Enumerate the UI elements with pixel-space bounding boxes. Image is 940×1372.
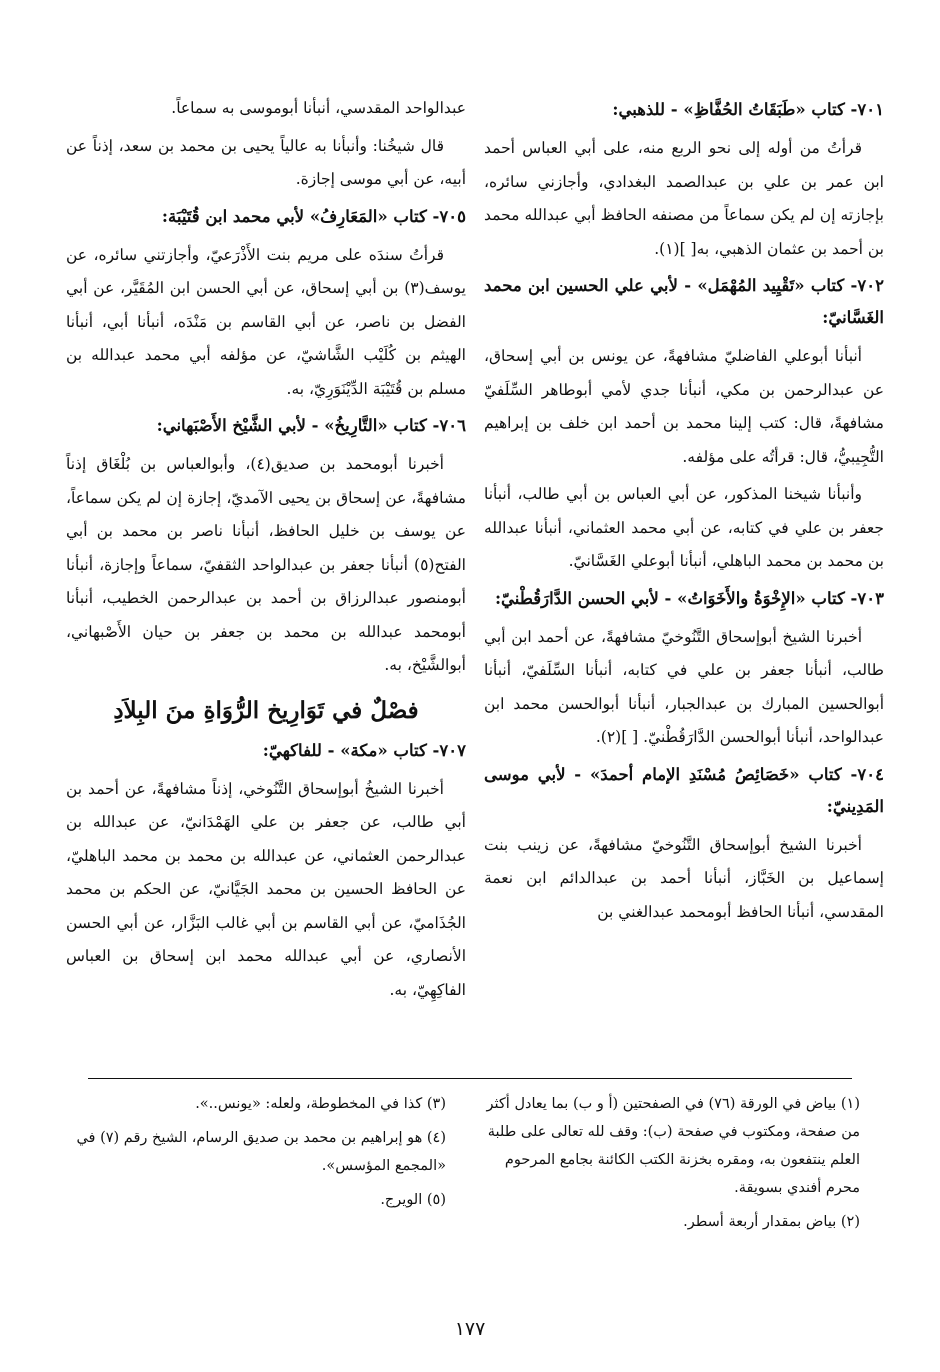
- footnote-4: (٤) هو إبراهيم بن محمد بن صديق الرسام، الشيخ رقم (٧) في «المجمع المؤسس».: [76, 1130, 446, 1174]
- entry-703-title: ٧٠٣- كتاب «الإِخْوَةُ والأَخَوَاتُ» - لأبي الحسن الدَّارَقُطْنيّ:: [494, 588, 884, 608]
- entry-701-title: ٧٠١- كتاب «طَبَقَاتُ الحُفَّاظِ» - للذهبي:: [612, 100, 884, 119]
- entry-702-text-2: وأنبأنا شيخنا المذكور، عن أبي العباس بن أبي طالب، أنبأنا جعفر بن علي في كتابه، عن أبي محمد العثماني، أنبأنا عبدالله بن محمد بن محمد الباهلي، أنبأنا أبوعلي الغَسَّانيّ.: [484, 485, 884, 570]
- footnote-3: (٣) كذا في المخطوطة، ولعله: «يونس..».: [195, 1096, 446, 1112]
- continuation-text: عبدالواحد المقدسي، أنبأنا أبوموسى به سماعاً.: [171, 99, 466, 117]
- entry-706-text: أخبرنا أبومحمد بن صديق(٤)، وأبوالعباس بن بُلْغَاق إذناً مشافهةً، عن إسحاق بن يحيى الآمديّ، إجازة إن لم يكن سماعاً، عن يوسف بن خليل الحافظ، أنبأنا ناصر بن محمد بن أبي الفتح(٥) أنبأنا جعفر بن عبدالواحد الثقفيّ، سماعاً وإجازة، أنبأنا أبومنصور عبدالرزاق بن أحمد بن عبدالرحمن الخطيب، أنبأنا أبومحمد عبدالله بن محمد بن جعفر بن حيان الأَصْبهاني، أبوالشَّيْخ، به.: [66, 455, 466, 674]
- right-column: [484, 92, 884, 933]
- entry-706-title: ٧٠٦- كتاب «التَّارِيخُ» - لأبي الشَّيْخ الأَصْبَهاني:: [156, 416, 466, 435]
- entry-705-text: قرأتُ سندَه على مريم بنت الأَذْرَعيّ، وأجازتني سائره، عن يوسف(٣) بن أبي إسحاق، عن أبي الحسن ابن المُقَيَّر، عن أبي الفضل بن ناصر، عن أبي القاسم بن مَنْدَه، أنبأنا أبي، أنبأنا الهيثم بن كُلَيْب الشَّاشيّ، عن مؤلفه أبي محمد عبدالله بن مسلم بن قُتَيْبَة الدِّيْنَوَرِيّ، به.: [66, 245, 466, 398]
- footnotes-left: [66, 1090, 446, 1220]
- footnote-1: (١) بياض في الورقة (٧٦) في الصفحتين (أ و ب) بما يعادل أكثر من صفحة، ومكتوب في صفحة (ب): وقف لله تعالى على طلبة العلم ينتفعون به، ومقره بخزنة الكتب الكائنة بجامع المرحوم محرم أفندي بسويقة.: [486, 1096, 860, 1196]
- entry-701-text: قرأتُ من أوله إلى نحو الربع منه، على أبي العباس أحمد ابن عمر بن علي بن عبدالصمد البغدادي، وأجازني سائره، بإجازته إن لم يكن سماعاً من مصنفه الحافظ أبي عبدالله محمد بن أحمد بن عثمان الذهبي، به[ ](١).: [484, 139, 884, 258]
- entry-702-text-1: أنبأنا أبوعلي الفاضليّ مشافهةً، عن يونس بن أبي إسحاق، عن عبدالرحمن بن مكي، أنبأنا جدي لأمي أبوطاهر السِّلَفيّ مشافهةً، قال: كتب إلينا محمد بن أحمد ابن خلف بن إبراهيم التُّجِيبيُّ، قال: قرأتُه على مؤلفه.: [484, 347, 884, 466]
- entry-703-text: أخبرنا الشيخ أبوإسحاق التَّنُوخيّ مشافهةً، عن أحمد ابن أبي طالب، أنبأنا جعفر بن علي في كتابه، أنبأنا السِّلَفيّ، أنبأنا أبوالحسين المبارك بن عبدالجبار، أنبأنا أبوالحسن محمد ابن عبدالواحد، أنبأنا أبوالحسن الدَّارَقُطْنيّ. [ ](٢).: [484, 627, 884, 746]
- footnotes-right: [480, 1090, 860, 1242]
- footnote-5: (٥) الويرج.: [380, 1192, 446, 1208]
- entry-704-title: ٧٠٤- كتاب «خَصَائِصُ مُسْنَدِ الإمام أحمدَ» - لأبي موسى المَدِينيّ:: [484, 764, 884, 816]
- left-column: [66, 92, 466, 1011]
- entry-702-title: ٧٠٢- كتاب «تَقْيِيد المُهْمَل» - لأبي علي الحسين ابن محمد الغَسَّانيّ:: [484, 276, 884, 327]
- footnote-2: (٢) بياض بمقدار أربعة أسطر.: [683, 1214, 860, 1230]
- entry-707-title: ٧٠٧- كتاب «مكة» - للفاكهيّ:: [262, 740, 466, 760]
- entry-705-title: ٧٠٥- كتاب «المَعَارِفُ» لأبي محمد ابن قُتَيْبَة:: [161, 206, 466, 226]
- page-number: ١٧٧: [454, 1318, 486, 1340]
- section-heading: فصْلٌ في تَوَارِيخ الرُّوَاةِ منَ البِلاَدِ: [113, 696, 419, 724]
- footnote-divider: [88, 1078, 852, 1079]
- entry-704-text: أخبرنا الشيخ أبوإسحاق التَّنُوخيّ مشافهةً، عن زينب بنت إسماعيل بن الخَبَّاز، أنبأنا أحمد بن عبدالدائم ابن نعمة المقدسي، أنبأنا الحافظ أبومحمد عبدالغني بن: [484, 835, 884, 921]
- entry-707-text: أخبرنا الشيخُ أبوإسحاق التَّنُوخي، إذناً مشافهةً، عن أحمد بن أبي طالب، عن جعفر بن علي الهَمْدَانيّ، عن عبدالله بن عبدالرحمن العثماني، عن عبدالله بن محمد بن محمد الباهليّ، عن الحافظ الحسين بن محمد الجَيَّانيّ، عن الحكم بن محمد الجُذَاميّ، عن أبي القاسم بن أبي غالب البَزَّار، عن أبي الحسن الأنصاري، عن أبي عبدالله محمد ابن إسحاق بن العباس الفاكِهِيّ، به.: [66, 779, 466, 999]
- continuation-text-2: قال شيخُنا: وأنبأنا به عالياً يحيى بن محمد بن سعد، إذناً عن أبيه، عن أبي موسى إجازة.: [66, 136, 466, 188]
